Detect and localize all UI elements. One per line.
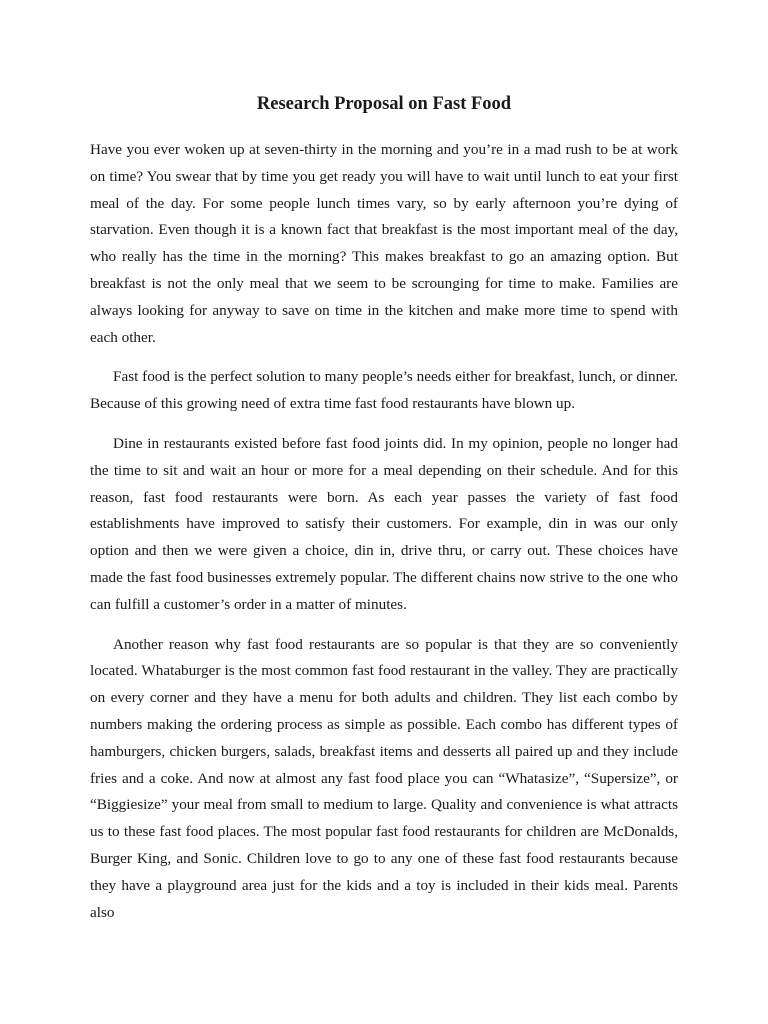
title-container (90, 92, 678, 116)
document-title: Research Proposal on Fast Food (256, 94, 512, 114)
document-body (90, 137, 678, 926)
paragraph-4: Another reason why fast food restaurants are so popular is that they are so conveniently located. Whataburger is the most common fast food restaurant in the valley. They are practically on every corner and they have a menu for both adults and children. They list each combo by numbers making the ordering process as simple as possible. Each combo has different types of hamburgers, chicken burgers, salads, breakfast items and desserts all paired up and they include fries and a coke. And now at almost any fast food place you can “Whatasize”, “Supersize”, or “Biggiesize” your meal from small to medium to large. Quality and convenience is what attracts us to these fast food places. The most popular fast food restaurants for children are McDonalds, Burger King, and Sonic. Children love to go to any one of these fast food restaurants because they have a playground area just for the kids and a toy is included in their kids meal. Parents also (90, 635, 678, 921)
paragraph-1: Have you ever woken up at seven-thirty in the morning and you’re in a mad rush to be at work on time? You swear that by time you get ready you will have to wait until lunch to eat your first meal of the day. For some people lunch times vary, so by early afternoon you’re dying of starvation. Even though it is a known fact that breakfast is the most important meal of the day, who really has the time in the morning? This makes breakfast to go an amazing option. But breakfast is not the only meal that we seem to be scrounging for time to make. Families are always looking for anyway to save on time in the kitchen and make more time to spend with each other. (90, 141, 678, 346)
paragraph-3: Dine in restaurants existed before fast food joints did. In my opinion, people no longer had the time to sit and wait an hour or more for a meal depending on their schedule. And for this reason, fast food restaurants were born. As each year passes the variety of fast food establishments have improved to satisfy their customers. For example, din in was our only option and then we were given a choice, din in, drive thru, or carry out. These choices have made the fast food businesses extremely popular. The different chains now strive to the one who can fulfill a customer’s order in a matter of minutes. (90, 434, 678, 613)
paragraph-2: Fast food is the perfect solution to many people’s needs either for breakfast, lunch, or dinner. Because of this growing need of extra time fast food restaurants have blown up. (90, 368, 678, 413)
